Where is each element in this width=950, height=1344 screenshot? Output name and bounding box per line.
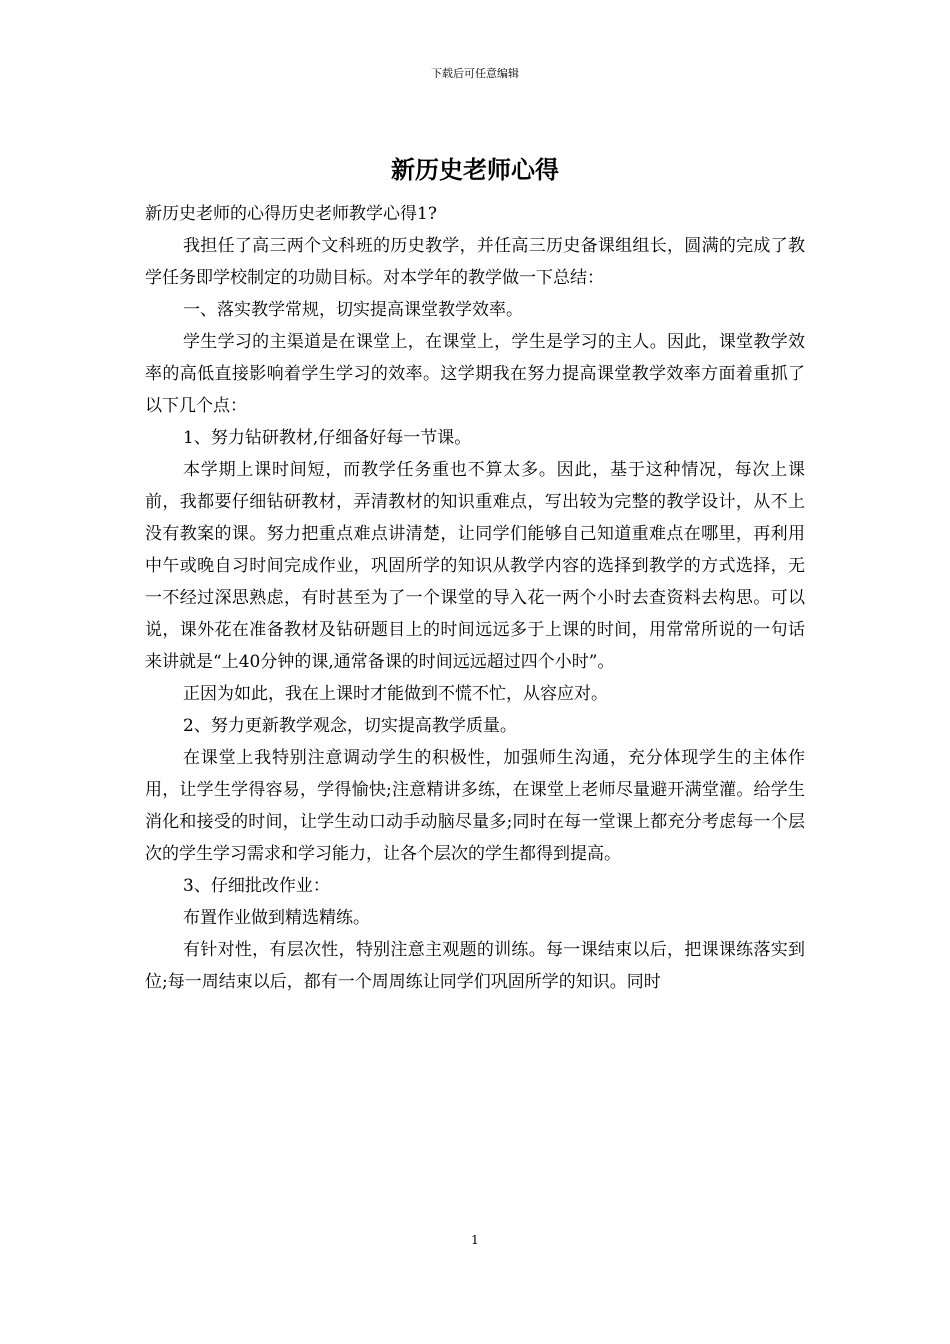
page-number: 1 [471,1233,479,1247]
paragraph: 布置作业做到精选精练。 [183,908,370,928]
document-subtitle: 新历史老师的心得历史老师教学心得1? [145,204,437,224]
paragraph: 本学期上课时间短，而教学任务重也不算太多。因此，基于这种情况，每次上课前，我都要仔细钻研教材，弄清教材的知识重难点，写出较为完整的教学设计，从不上没有教案的课。努力把重点难点讲清楚，让同学们能够自己知道重难点在哪里，再利用中午或晚自习时间完成作业，巩固所学的知识从教学内容的选择到教学的方式选择，无一不经过深思熟虑，有时甚至为了一个课堂的导入花一两个小时去查资料去构思。可以说，课外花在准备教材及钻研题目上的时间远远多于上课的时间，用常常所说的一句话来讲就是“上40分钟的课,通常备课的时间远远超过四个小时”。 [145,460,805,672]
document-body [145,198,805,998]
subsection-heading-3: 3、仔细批改作业： [183,876,330,896]
paragraph: 在课堂上我特别注意调动学生的积极性，加强师生沟通，充分体现学生的主体作用，让学生学得容易，学得愉快;注意精讲多练，在课堂上老师尽量避开满堂灌。给学生消化和接受的时间，让学生动口动手动脑尽量多;同时在每一堂课上都充分考虑每一个层次的学生学习需求和学习能力，让各个层次的学生都得到提高。 [145,748,805,864]
paragraph: 有针对性，有层次性，特别注意主观题的训练。每一课结束以后，把课课练落实到位;每一周结束以后，都有一个周周练让同学们巩固所学的知识。同时 [145,940,805,992]
header-note: 下载后可任意编辑 [431,67,519,80]
section-heading-1: 一、落实教学常规，切实提高课堂教学效率。 [183,300,523,320]
paragraph: 正因为如此，我在上课时才能做到不慌不忙，从容应对。 [183,684,608,704]
subsection-heading-1: 1、努力钻研教材,仔细备好每一节课。 [183,428,472,448]
document-title: 新历史老师心得 [391,155,559,184]
paragraph: 学生学习的主渠道是在课堂上，在课堂上，学生是学习的主人。因此，课堂教学效率的高低直接影响着学生学习的效率。这学期我在努力提高课堂教学效率方面着重抓了以下几个点： [145,332,805,416]
paragraph-intro: 我担任了高三两个文科班的历史教学，并任高三历史备课组组长，圆满的完成了教学任务即学校制定的功勋目标。对本学年的教学做一下总结： [145,236,805,288]
subsection-heading-2: 2、努力更新教学观念，切实提高教学质量。 [183,716,517,736]
